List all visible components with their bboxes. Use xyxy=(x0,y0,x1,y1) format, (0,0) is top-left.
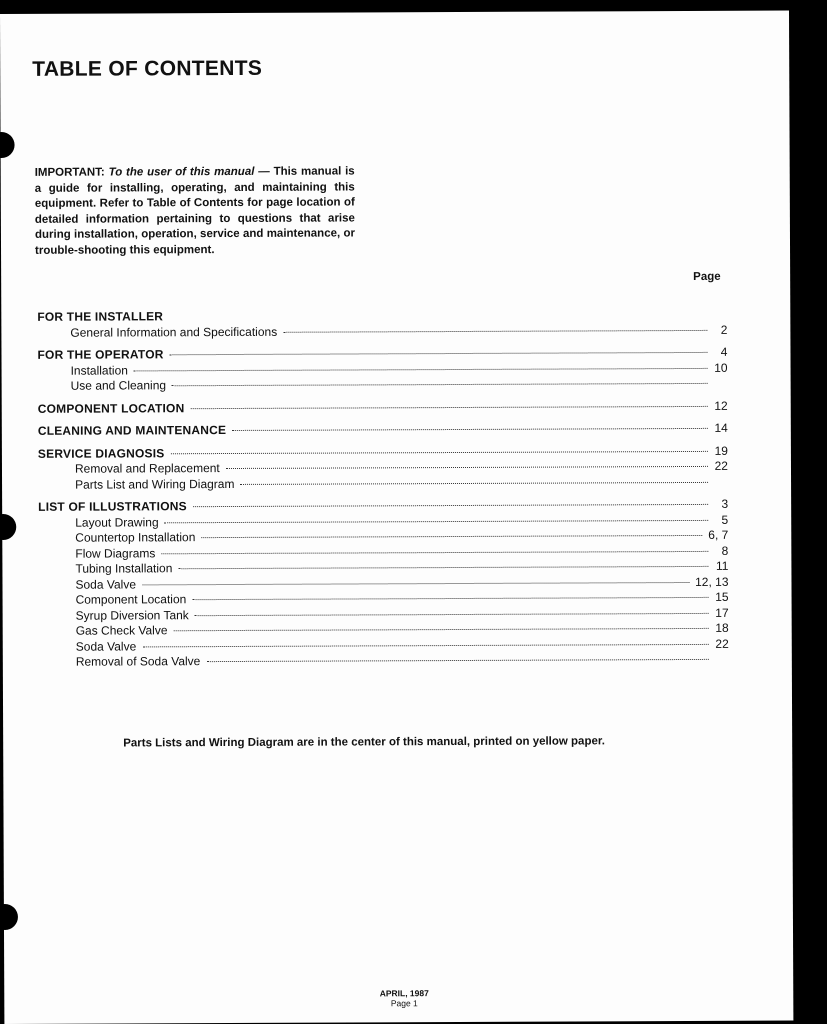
dot-leader xyxy=(142,643,708,646)
important-lead: IMPORTANT: xyxy=(34,166,105,179)
toc-page-number: 17 xyxy=(715,605,729,620)
toc-entry-row xyxy=(39,652,729,671)
toc-heading: CLEANING AND MAINTENANCE xyxy=(37,423,227,438)
toc-entry: Flow Diagrams xyxy=(75,545,156,561)
toc-page-number: 15 xyxy=(715,589,729,604)
toc-page-number: 18 xyxy=(715,620,729,635)
dot-leader xyxy=(193,504,708,507)
toc-section xyxy=(38,497,729,671)
important-italic: To the user of this manual xyxy=(108,165,255,179)
footer-date: APRIL, 1987 xyxy=(379,988,429,999)
toc-heading-row xyxy=(38,421,728,440)
toc-section xyxy=(37,345,727,395)
toc-entry: Gas Check Valve xyxy=(75,623,168,638)
toc-entry: Layout Drawing xyxy=(75,514,159,530)
toc-entry-row xyxy=(38,474,728,493)
dot-leader xyxy=(142,581,689,584)
toc-entry: Syrup Diversion Tank xyxy=(75,607,189,623)
toc-heading: LIST OF ILLUSTRATIONS xyxy=(38,499,187,514)
important-note xyxy=(35,164,355,258)
binder-hole xyxy=(0,514,16,540)
dot-leader xyxy=(134,367,708,371)
page-column-header: Page xyxy=(693,270,721,283)
toc-entry: Soda Valve xyxy=(75,576,137,592)
dot-leader xyxy=(232,428,708,431)
parts-list-notice: Parts Lists and Wiring Diagram are in the center of this manual, printed on yellow paper. xyxy=(123,735,605,750)
toc-heading: FOR THE OPERATOR xyxy=(37,347,164,362)
toc-entry: Removal and Replacement xyxy=(74,461,220,476)
dot-leader xyxy=(178,566,708,569)
toc-entry: Component Location xyxy=(75,592,187,607)
dot-leader xyxy=(174,628,709,631)
dot-leader xyxy=(165,519,709,522)
important-body: — This manual is a guide for installing, operating, and maintaining this equipment. Refer to Table of Contents for page location of detailed information pertaining to questions that arise during installation, operation, service and maintenance, or trouble-shooting this equipment. xyxy=(34,165,355,257)
dot-leader xyxy=(190,405,707,408)
manual-page xyxy=(0,11,793,1024)
toc-entry: Countertop Installation xyxy=(75,530,196,545)
page-footer xyxy=(364,988,444,1008)
toc-entry: Tubing Installation xyxy=(75,561,173,576)
toc-section xyxy=(38,398,728,417)
toc-page-number: 2 xyxy=(720,322,728,337)
toc-entry: General Information and Specifications xyxy=(70,324,278,340)
table-of-contents xyxy=(37,307,729,678)
toc-entry: Soda Valve xyxy=(75,638,137,654)
page-title: TABLE OF CONTENTS xyxy=(32,56,263,81)
footer-page-number: Page 1 xyxy=(390,998,418,1009)
toc-page-number: 12, 13 xyxy=(695,574,729,589)
dot-leader xyxy=(226,466,708,469)
toc-heading: COMPONENT LOCATION xyxy=(37,400,185,416)
toc-page-number: 5 xyxy=(721,512,729,527)
toc-entry-row xyxy=(38,376,728,395)
toc-page-number: 4 xyxy=(720,344,728,359)
toc-page-number: 8 xyxy=(721,543,729,558)
toc-entry: Use and Cleaning xyxy=(70,378,167,393)
toc-entry: Removal of Soda Valve xyxy=(75,654,201,669)
toc-page-number: 6, 7 xyxy=(708,527,729,542)
toc-page-number: 14 xyxy=(714,420,728,435)
toc-entry: Parts List and Wiring Diagram xyxy=(75,476,235,492)
dot-leader xyxy=(192,597,708,600)
toc-entry-row xyxy=(37,322,727,341)
toc-heading-row xyxy=(38,398,728,417)
toc-page-number: 10 xyxy=(714,360,728,375)
dot-leader xyxy=(240,481,708,484)
toc-page-number: 3 xyxy=(721,496,729,511)
dot-leader xyxy=(195,612,709,615)
dot-leader xyxy=(283,329,707,332)
toc-heading: SERVICE DIAGNOSIS xyxy=(37,445,165,461)
toc-page-number: 19 xyxy=(714,443,728,458)
toc-page-number: 11 xyxy=(715,558,729,573)
toc-section xyxy=(37,307,727,341)
binder-hole xyxy=(0,132,15,158)
toc-page-number: 12 xyxy=(714,398,728,413)
dot-leader xyxy=(161,550,708,553)
toc-heading: FOR THE INSTALLER xyxy=(37,309,164,324)
dot-leader xyxy=(170,450,707,453)
dot-leader xyxy=(172,383,708,386)
toc-entry: Installation xyxy=(70,362,128,378)
toc-page-number: 22 xyxy=(715,636,729,651)
toc-page-number: 22 xyxy=(714,458,729,473)
dot-leader xyxy=(201,535,702,538)
dot-leader xyxy=(206,659,708,662)
toc-section xyxy=(38,443,728,493)
dot-leader xyxy=(170,352,708,355)
toc-section xyxy=(38,421,728,440)
binder-hole xyxy=(0,904,18,930)
